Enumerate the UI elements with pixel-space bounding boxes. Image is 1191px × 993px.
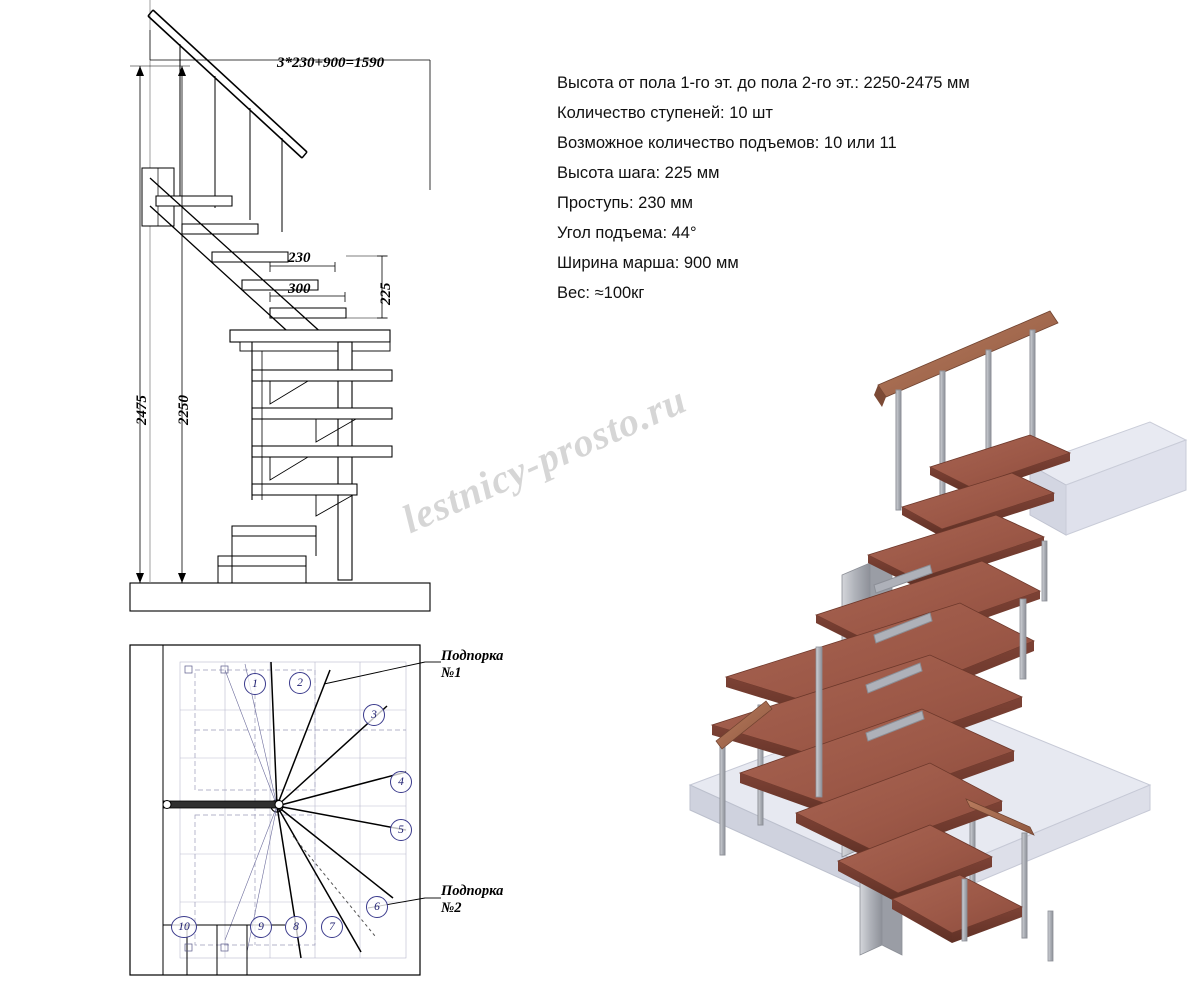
plan-step-3: 3 [363,704,385,726]
dim-total-height-inner: 2250 [176,395,192,425]
spec-line-angle: Угол подъема: 44° [557,224,697,242]
plan-step-6: 6 [366,896,388,918]
callout-support-1 [441,648,503,682]
plan-step-9: 9 [250,916,272,938]
spec-line-march-width: Ширина марша: 900 мм [557,254,739,272]
plan-step-4: 4 [390,771,412,793]
elevation-drawing [120,0,550,625]
elevation-svg [120,0,550,625]
plan-drawing [125,640,545,980]
upper-floor-block [1030,422,1186,535]
dim-top-formula: 3*230+900=1590 [277,55,385,71]
dim-total-height-outer: 2475 [134,395,150,425]
callout-support-1-line2: №1 [441,665,462,681]
spec-line-tread: Проступь: 230 мм [557,194,693,212]
dim-tread: 230 [288,250,311,266]
spec-line-possible-risers: Возможное количество подъемов: 10 или 11 [557,134,897,152]
plan-step-8: 8 [285,916,307,938]
watermark-text: lestnicy-prosto.ru [395,376,694,543]
plan-step-1: 1 [244,673,266,695]
dim-rise: 225 [378,282,394,305]
spec-line-weight: Вес: ≈100кг [557,284,645,302]
callout-support-2-line1: Подпорка [441,883,504,899]
callout-support-2-line2: №2 [441,900,462,916]
stair-3d-render [630,185,1190,975]
plan-step-10: 10 [171,916,197,938]
dim-run: 300 [288,281,311,297]
plan-step-5: 5 [390,819,412,841]
callout-support-2 [441,883,503,917]
plan-step-7: 7 [321,916,343,938]
render-svg [630,185,1190,975]
treads [712,435,1070,943]
spec-line-total-height: Высота от пола 1-го эт. до пола 2-го эт.: 2250-2475 мм [557,74,970,92]
spec-line-step-height: Высота шага: 225 мм [557,164,720,182]
plan-step-2: 2 [289,672,311,694]
spec-line-step-count: Количество ступеней: 10 шт [557,104,773,122]
callout-support-1-line1: Подпорка [441,648,504,664]
